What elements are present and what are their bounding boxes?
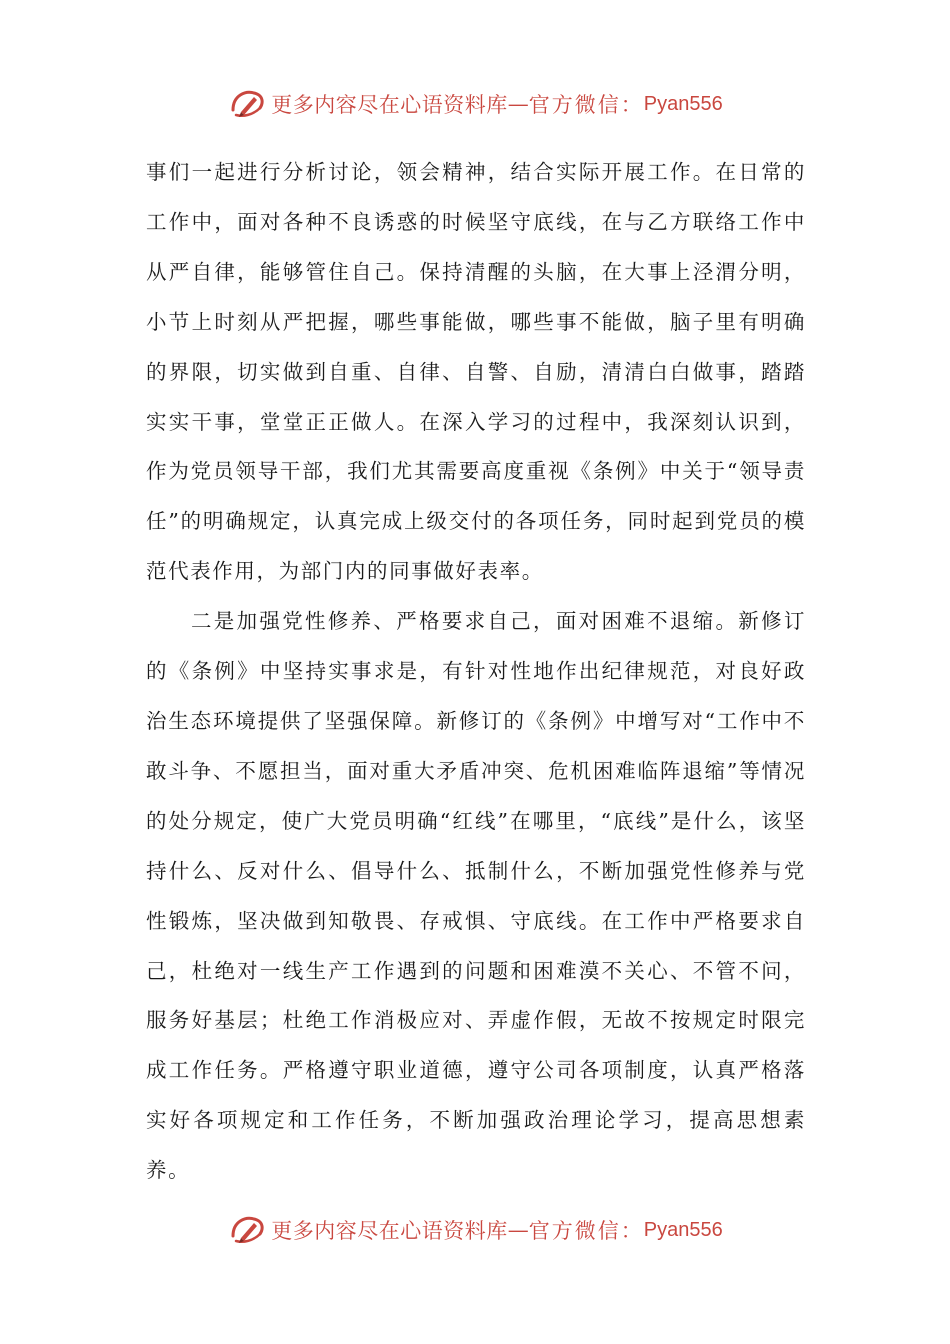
pen-logo-icon [227,84,267,124]
header-separator: — [507,92,529,116]
header-banner [0,82,950,126]
footer-separator: — [507,1218,529,1242]
footer-wechat-id: Pyan556 [643,1218,723,1241]
pen-logo-icon [227,1210,267,1250]
footer-brand: 更多内容尽在心语资料库 [271,1219,508,1243]
header-brand: 更多内容尽在心语资料库 [271,93,508,117]
header-wechat-id: Pyan556 [643,92,723,115]
footer-banner [0,1208,950,1252]
header-wechat-label: 官方微信： [528,93,644,117]
paragraph-2: 二是加强党性修养、严格要求自己，面对困难不退缩。新修订的《条例》中坚持实事求是，有针对性地作出纪律规范，对良好政治生态环境提供了坚强保障。新修订的《条例》中增写对“工作中不敢斗争、不愿担当，面对重大矛盾冲突、危机困难临阵退缩”等情况的处分规定，使广大党员明确“红线”在哪里，“底线”是什么，该坚持什么、反对什么、倡导什么、抵制什么，不断加强党性修养与党性锻炼，坚决做到知敬畏、存戒惧、守底线。在工作中严格要求自己，杜绝对一线生产工作遇到的问题和困难漠不关心、不管不问，服务好基层；杜绝工作消极应对、弄虚作假，无故不按规定时限完成工作任务。严格遵守职业道德，遵守公司各项制度，认真严格落实好各项规定和工作任务，不断加强政治理论学习，提高思想素养。 [146,609,806,1183]
document-body [146,148,806,1196]
footer-wechat-label: 官方微信： [528,1219,644,1243]
paragraph-1: 事们一起进行分析讨论，领会精神，结合实际开展工作。在日常的工作中，面对各种不良诱惑的时候坚守底线，在与乙方联络工作中从严自律，能够管住自己。保持清醒的头脑，在大事上泾渭分明，小节上时刻从严把握，哪些事能做，哪些事不能做，脑子里有明确的界限，切实做到自重、自律、自警、自励，清清白白做事，踏踏实实干事，堂堂正正做人。在深入学习的过程中，我深刻认识到，作为党员领导干部，我们尤其需要高度重视《条例》中关于“领导责任”的明确规定，认真完成上级交付的各项任务，同时起到党员的模范代表作用，为部门内的同事做好表率。 [146,160,806,584]
